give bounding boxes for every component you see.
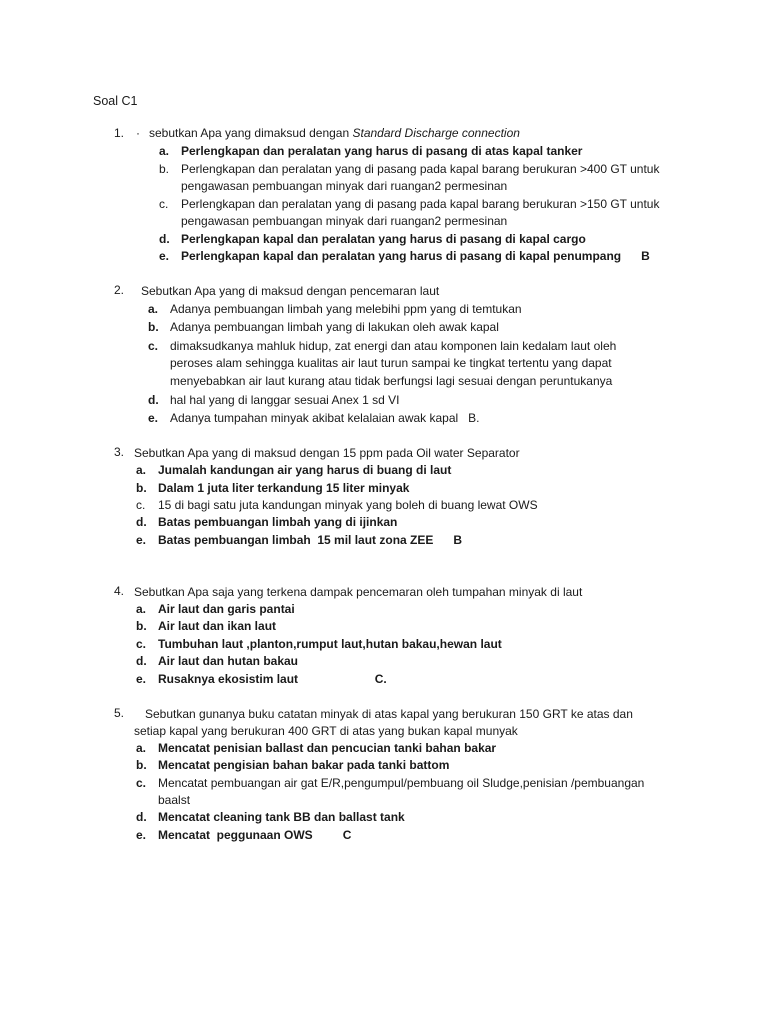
option-text: Jumalah kandungan air yang harus di buang di laut (158, 463, 452, 477)
option-text: hal hal yang di langgar sesuai Anex 1 sd VI (170, 393, 400, 407)
question-number: 4. (114, 584, 125, 598)
option-text: dimaksudkanya mahluk hidup, zat energi dan atau komponen lain kedalam laut oleh peroses alam sehingga kualitas air laut turun sampai ke tingkat tertentu yang dapat menyebabkan air laut kurang atau tidak berfungsi lagi sesuai dengan peruntukanya (170, 339, 617, 388)
option-letter: c. (136, 637, 147, 651)
option-text: Air laut dan ikan laut (158, 619, 277, 633)
option-letter: b. (159, 162, 170, 176)
option-letter: b. (136, 758, 147, 772)
option-text: Adanya tumpahan minyak akibat kelalaian awak kapal B. (170, 411, 480, 425)
option-text: Perlengkapan dan peralatan yang harus di pasang di atas kapal tanker (181, 144, 583, 158)
option-text: Adanya pembuangan limbah yang di lakukan oleh awak kapal (170, 320, 499, 334)
option-text: Batas pembuangan limbah yang di ijinkan (158, 515, 398, 529)
option-letter: c. (148, 339, 159, 353)
option-text: Mencatat cleaning tank BB dan ballast tank (158, 810, 405, 824)
page-title: Soal C1 (93, 94, 138, 108)
option-text: Perlengkapan kapal dan peralatan yang harus di pasang di kapal cargo (181, 232, 586, 246)
option-letter: a. (148, 302, 159, 316)
option-text: Perlengkapan dan peralatan yang di pasang pada kapal barang berukuran >150 GT untuk pengawasan pembuangan minyak dari ruangan2 permesinan (181, 197, 660, 229)
option-letter: a. (136, 602, 147, 616)
option-letter: a. (159, 144, 170, 158)
option-letter: e. (148, 411, 159, 425)
option-letter: d. (159, 232, 170, 246)
option-text: Rusaknya ekosistim laut C. (158, 672, 387, 686)
option-text: Adanya pembuangan limbah yang melebihi ppm yang di temtukan (170, 302, 522, 316)
option-letter: b. (136, 619, 147, 633)
question-text-continued: setiap kapal yang berukuran 400 GRT di atas yang bukan kapal munyak (134, 724, 518, 738)
option-letter: d. (148, 393, 159, 407)
question-text-plain: sebutkan Apa yang dimaksud dengan (149, 126, 353, 140)
option-letter: d. (136, 515, 147, 529)
question-text-italic: Standard Discharge connection (352, 126, 520, 140)
question-text: Sebutkan Apa yang di maksud dengan pencemaran laut (141, 284, 440, 298)
option-letter: e. (136, 828, 147, 842)
option-text: Air laut dan garis pantai (158, 602, 295, 616)
option-text: Dalam 1 juta liter terkandung 15 liter minyak (158, 481, 410, 495)
question-text: Sebutkan gunanya buku catatan minyak di atas kapal yang berukuran 150 GRT ke atas dan (145, 707, 633, 721)
question-number: 5. (114, 706, 125, 720)
question-text (149, 125, 520, 142)
option-letter: c. (136, 498, 146, 512)
option-text: Tumbuhan laut ,planton,rumput laut,hutan bakau,hewan laut (158, 637, 502, 651)
option-letter: e. (159, 249, 170, 263)
option-text: Perlengkapan dan peralatan yang di pasang pada kapal barang berukuran >400 GT untuk pengawasan pembuangan minyak dari ruangan2 permesinan (181, 162, 660, 194)
question-number: 2. (114, 283, 125, 297)
question-text: Sebutkan Apa saja yang terkena dampak pencemaran oleh tumpahan minyak di laut (134, 585, 583, 599)
option-letter: b. (148, 320, 159, 334)
option-text: Batas pembuangan limbah 15 mil laut zona ZEE B (158, 533, 463, 547)
option-text: Air laut dan hutan bakau (158, 654, 299, 668)
option-letter: e. (136, 533, 147, 547)
option-letter: c. (136, 776, 147, 790)
option-letter: e. (136, 672, 147, 686)
option-letter: a. (136, 741, 147, 755)
option-text: Mencatat pengisian bahan bakar pada tanki battom (158, 758, 450, 772)
option-letter: c. (159, 197, 169, 211)
option-text: Mencatat pembuangan air gat E/R,pengumpul/pembuang oil Sludge,penisian /pembuangan baalst (158, 776, 645, 808)
question-number: 3. (114, 445, 125, 459)
option-letter: d. (136, 810, 147, 824)
option-text: Mencatat peggunaan OWS C (158, 828, 352, 842)
option-letter: a. (136, 463, 147, 477)
option-letter: d. (136, 654, 147, 668)
option-letter: b. (136, 481, 147, 495)
option-text: 15 di bagi satu juta kandungan minyak yang boleh di buang lewat OWS (158, 498, 538, 512)
bullet-icon: · (136, 126, 140, 140)
question-text: Sebutkan Apa yang di maksud dengan 15 ppm pada Oil water Separator (134, 446, 520, 460)
option-text: Perlengkapan kapal dan peralatan yang harus di pasang di kapal penumpang B (181, 249, 650, 263)
question-number: 1. (114, 126, 125, 140)
option-text: Mencatat penisian ballast dan pencucian tanki bahan bakar (158, 741, 497, 755)
